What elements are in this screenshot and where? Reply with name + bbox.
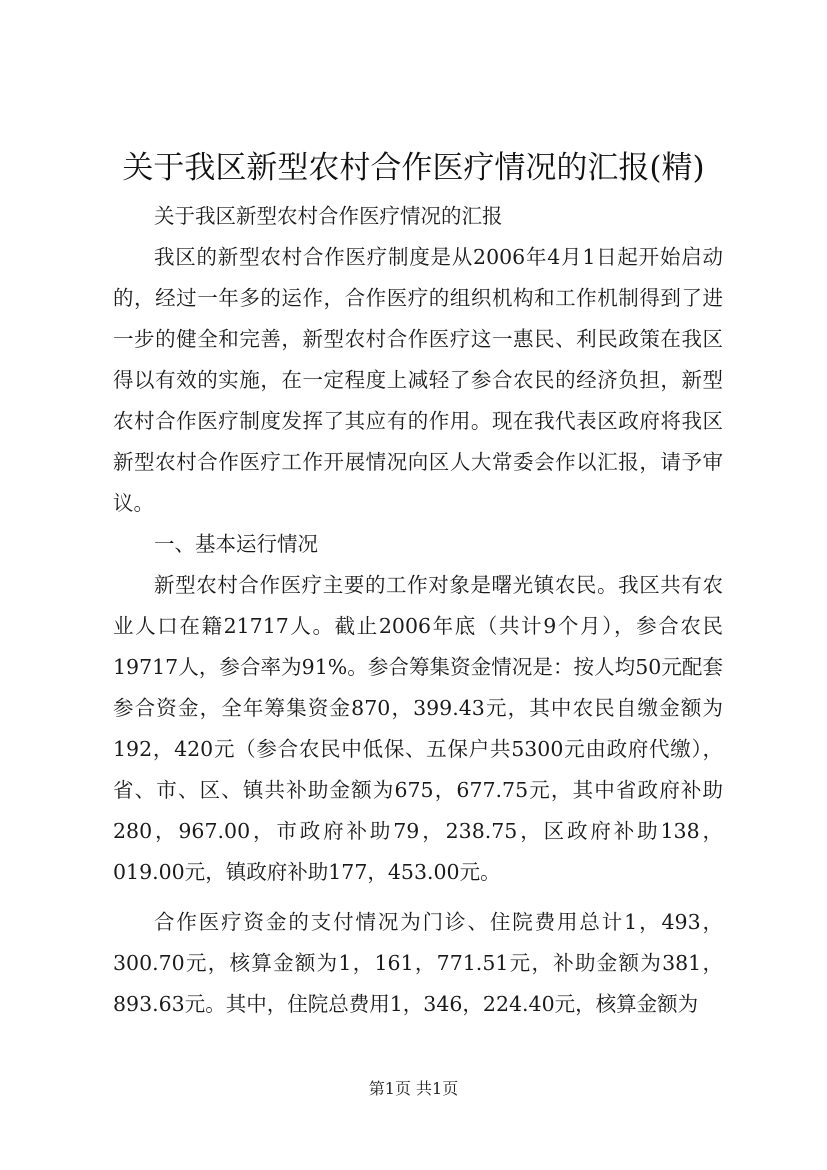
body-paragraph-intro: 我区的新型农村合作医疗制度是从2006年4月1日起开始启动的，经过一年多的运作，合作医疗的组织机构和工作机制得到了进一步的健全和完善，新型农村合作医疗这一惠民、利民政策在我区得以有效的实施，在一定程度上减轻了参合农民的经济负担，新型农村合作医疗制度发挥了其应有的作用。现在我代表区政府将我区新型农村合作医疗工作开展情况向区人大常委会作以汇报，请予审议。 [113,245,723,515]
document-title: 关于我区新型农村合作医疗情况的汇报(精) [122,150,705,186]
page-footer: 第1页 共1页 [368,1079,459,1098]
document-body [113,196,723,1025]
section-heading-basic-operation: 一、基本运行情况 [154,532,318,556]
body-paragraph-payment: 合作医疗资金的支付情况为门诊、住院费用总计1，493，300.70元，核算金额为1，161，771.51元，补助金额为381，893.63元。其中，住院总费用1，346，224.40元，核算金额为 [113,910,723,1016]
body-paragraph-participation: 新型农村合作医疗主要的工作对象是曙光镇农民。我区共有农业人口在籍21717人。截止2006年底（共计9个月），参合农民19717人，参合率为91%。参合筹集资金情况是：按人均50元配套参合资金，全年筹集资金870，399.43元，其中农民自缴金额为192，420元（参合农民中低保、五保户共5300元由政府代缴），省、市、区、镇共补助金额为675，677.75元，其中省政府补助280，967.00，市政府补助79，238.75，区政府补助138，019.00元，镇政府补助177，453.00元。 [113,573,723,884]
body-paragraph-subtitle: 关于我区新型农村合作医疗情况的汇报 [154,204,503,228]
